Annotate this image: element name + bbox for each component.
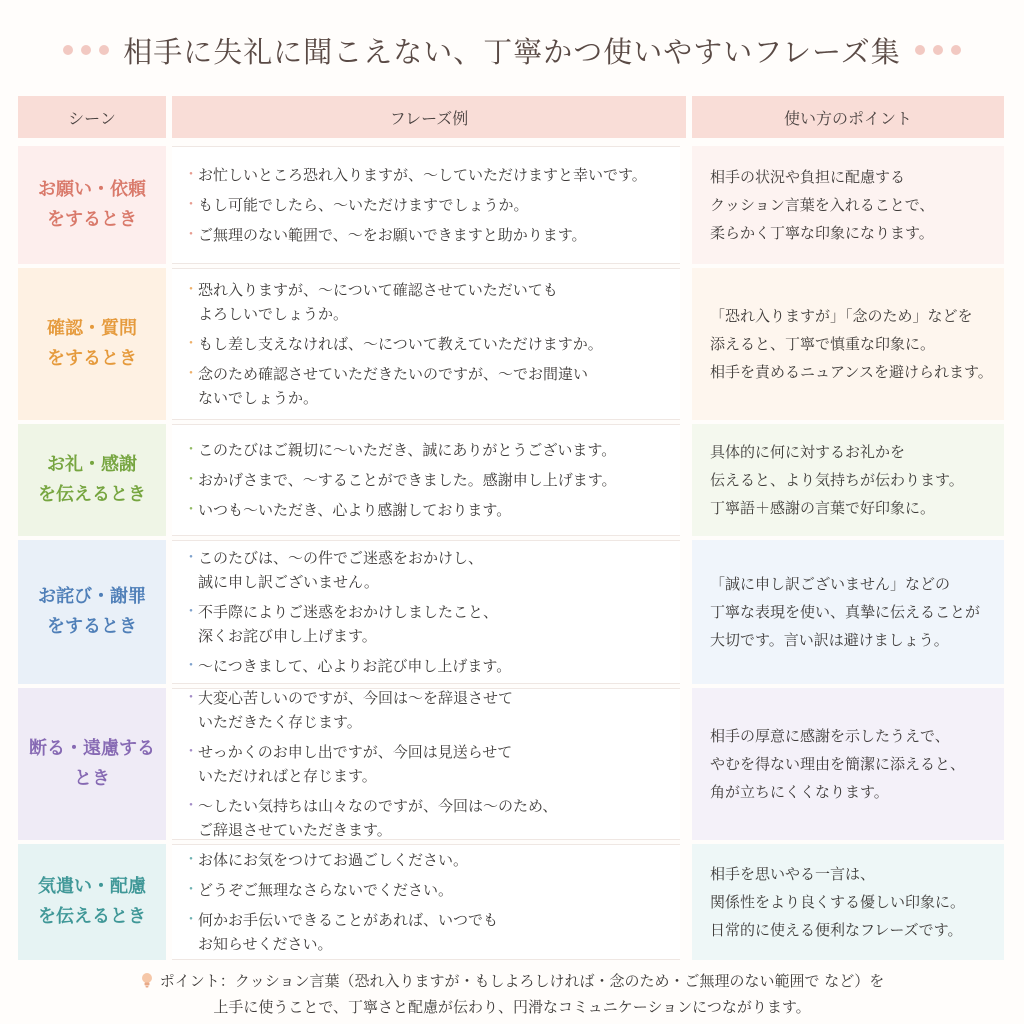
decor-dot [81, 45, 91, 55]
lightbulb-icon [140, 972, 154, 988]
bullet-icon: ・ [184, 658, 198, 674]
bullet-icon: ・ [184, 798, 198, 814]
decor-dot [951, 45, 961, 55]
tip-line: 大切です。言い訳は避けましょう。 [710, 631, 949, 649]
scene-label: 確認・質問 をするとき [47, 318, 137, 369]
decor-dot [933, 45, 943, 55]
tip-cell [692, 146, 1004, 264]
phrase-item [184, 438, 680, 462]
phrase-text: もし差し支えなければ、〜について教えていただけますか。 [198, 335, 603, 353]
phrases-cell [172, 424, 680, 536]
tip-cell [692, 688, 1004, 840]
phrase-text: このたびは、〜の件でご迷惑をおかけし、 誠に申し訳ございません。 [198, 549, 484, 591]
bullet-icon: ・ [184, 502, 198, 518]
scene-label: 気遣い・配慮 を伝えるとき [38, 876, 146, 927]
bullet-icon: ・ [184, 442, 198, 458]
bullet-icon: ・ [184, 197, 198, 213]
footer-text-1: ポイント：クッション言葉（恐れ入りますが・もしよろしければ・念のため・ご無理のない範囲で など）を [159, 972, 885, 990]
bullet-icon: ・ [184, 912, 198, 928]
tip-line: やむを得ない理由を簡潔に添えると、 [710, 755, 966, 773]
tip-line: 伝えると、より気持ちが伝わります。 [710, 471, 964, 489]
phrase-text: おかげさまで、〜することができました。感謝申し上げます。 [198, 471, 617, 489]
phrases-cell [172, 540, 680, 684]
phrase-item [184, 794, 680, 842]
bullet-icon: ・ [184, 366, 198, 382]
tip-line: 相手の厚意に感謝を示したうえで、 [710, 727, 950, 745]
scene-label: 断る・遠慮する とき [29, 738, 155, 789]
phrase-text: せっかくのお申し出ですが、今回は見送らせて いただければと存じます。 [198, 743, 513, 785]
footer-line-2: 上手に使うことで、丁寧さと配慮が伝わり、円滑なコミュニケーションにつながります。 [213, 998, 811, 1016]
footer-note [0, 968, 1024, 1020]
page-title: 相手に失礼に聞こえない、丁寧かつ使いやすいフレーズ集 [123, 34, 901, 69]
tip-line: 関係性をより良くする優しい印象に。 [710, 893, 966, 911]
tip-line: 日常的に使える便利なフレーズです。 [710, 921, 963, 939]
bullet-icon: ・ [184, 852, 198, 868]
tip-line: クッション言葉を入れることで、 [710, 196, 935, 214]
phrase-item [184, 332, 680, 356]
tip-line: 相手を思いやる一言は、 [710, 865, 876, 883]
tip-line: 具体的に何に対するお礼かを [710, 443, 906, 461]
decor-dot [915, 45, 925, 55]
bullet-icon: ・ [184, 227, 198, 243]
phrase-item [184, 468, 680, 492]
phrases-cell [172, 146, 680, 264]
phrase-item [184, 848, 680, 872]
title-bar [0, 22, 1024, 78]
phrase-text: ご無理のない範囲で、〜をお願いできますと助かります。 [198, 226, 587, 244]
phrase-item [184, 193, 680, 217]
bullet-icon: ・ [184, 744, 198, 760]
phrase-text: 念のため確認させていただきたいのですが、〜でお間違い ないでしょうか。 [198, 365, 589, 407]
tip-line: 相手を責めるニュアンスを避けられます。 [710, 363, 993, 381]
tip-line: 添えると、丁寧で慎重な印象に。 [710, 335, 936, 353]
phrase-text: 大変心苦しいのですが、今回は〜を辞退させて いただきたく存じます。 [198, 689, 514, 731]
scene-cell [18, 540, 166, 684]
tip-line: 丁寧な表現を使い、真摯に伝えることが [710, 603, 981, 621]
phrase-item [184, 908, 680, 956]
scene-label: お願い・依頼 をするとき [38, 179, 146, 230]
header-points: 使い方のポイント [692, 96, 1004, 138]
title-dots-right [915, 45, 961, 55]
bullet-icon: ・ [184, 282, 198, 298]
tip-line: 「誠に申し訳ございません」などの [710, 575, 951, 593]
phrases-cell [172, 688, 680, 840]
phrase-item [184, 740, 680, 788]
phrase-item [184, 163, 680, 187]
phrase-item [184, 362, 680, 410]
phrase-item [184, 546, 680, 594]
bullet-icon: ・ [184, 472, 198, 488]
phrase-item [184, 654, 680, 678]
phrase-text: 〜につきまして、心よりお詫び申し上げます。 [198, 657, 512, 675]
bullet-icon: ・ [184, 336, 198, 352]
phrase-item [184, 498, 680, 522]
phrase-item [184, 278, 680, 326]
scene-cell [18, 688, 166, 840]
phrase-text: お忙しいところ恐れ入りますが、〜していただけますと幸いです。 [198, 166, 647, 184]
tip-line: 角が立ちにくくなります。 [710, 783, 889, 801]
phrase-item [184, 686, 680, 734]
scene-cell [18, 146, 166, 264]
phrase-item [184, 600, 680, 648]
phrases-cell [172, 844, 680, 960]
header-scene: シーン [18, 96, 166, 138]
footer-line-1 [0, 968, 1024, 994]
phrase-text: お体にお気をつけてお過ごしください。 [198, 851, 469, 869]
phrases-cell [172, 268, 680, 420]
tip-cell [692, 540, 1004, 684]
bullet-icon: ・ [184, 167, 198, 183]
phrase-text: 不手際によりご迷惑をおかけしましたこと、 深くお詫び申し上げます。 [198, 603, 499, 645]
phrase-text: 〜したい気持ちは山々なのですが、今回は〜のため、 ご辞退させていただきます。 [198, 797, 558, 839]
phrase-text: 恐れ入りますが、〜について確認させていただいても よろしいでしょうか。 [198, 281, 558, 323]
scene-label: お詫び・謝罪 をするとき [38, 586, 146, 637]
phrase-text: 何かお手伝いできることがあれば、いつでも お知らせください。 [198, 911, 499, 953]
bullet-icon: ・ [184, 690, 198, 706]
phrase-text: どうぞご無理なさらないでください。 [198, 881, 454, 899]
scene-cell [18, 844, 166, 960]
header-phrases: フレーズ例 [172, 96, 686, 138]
scene-cell [18, 268, 166, 420]
phrase-text: もし可能でしたら、〜いただけますでしょうか。 [198, 196, 529, 214]
bullet-icon: ・ [184, 604, 198, 620]
tip-line: 相手の状況や負担に配慮する [710, 168, 906, 186]
phrase-text: いつも〜いただき、心より感謝しております。 [198, 501, 512, 519]
tip-cell [692, 844, 1004, 960]
phrase-text: このたびはご親切に〜いただき、誠にありがとうございます。 [198, 441, 617, 459]
title-dots-left [63, 45, 109, 55]
tip-cell [692, 424, 1004, 536]
scene-label: お礼・感謝 を伝えるとき [38, 454, 146, 505]
tip-line: 柔らかく丁寧な印象になります。 [710, 224, 934, 242]
bullet-icon: ・ [184, 550, 198, 566]
decor-dot [99, 45, 109, 55]
tip-line: 丁寧語＋感謝の言葉で好印象に。 [710, 499, 936, 517]
bullet-icon: ・ [184, 882, 198, 898]
tip-cell [692, 268, 1004, 420]
tip-line: 「恐れ入りますが」「念のため」などを [710, 307, 973, 325]
phrase-item [184, 223, 680, 247]
scene-cell [18, 424, 166, 536]
phrase-item [184, 878, 680, 902]
decor-dot [63, 45, 73, 55]
